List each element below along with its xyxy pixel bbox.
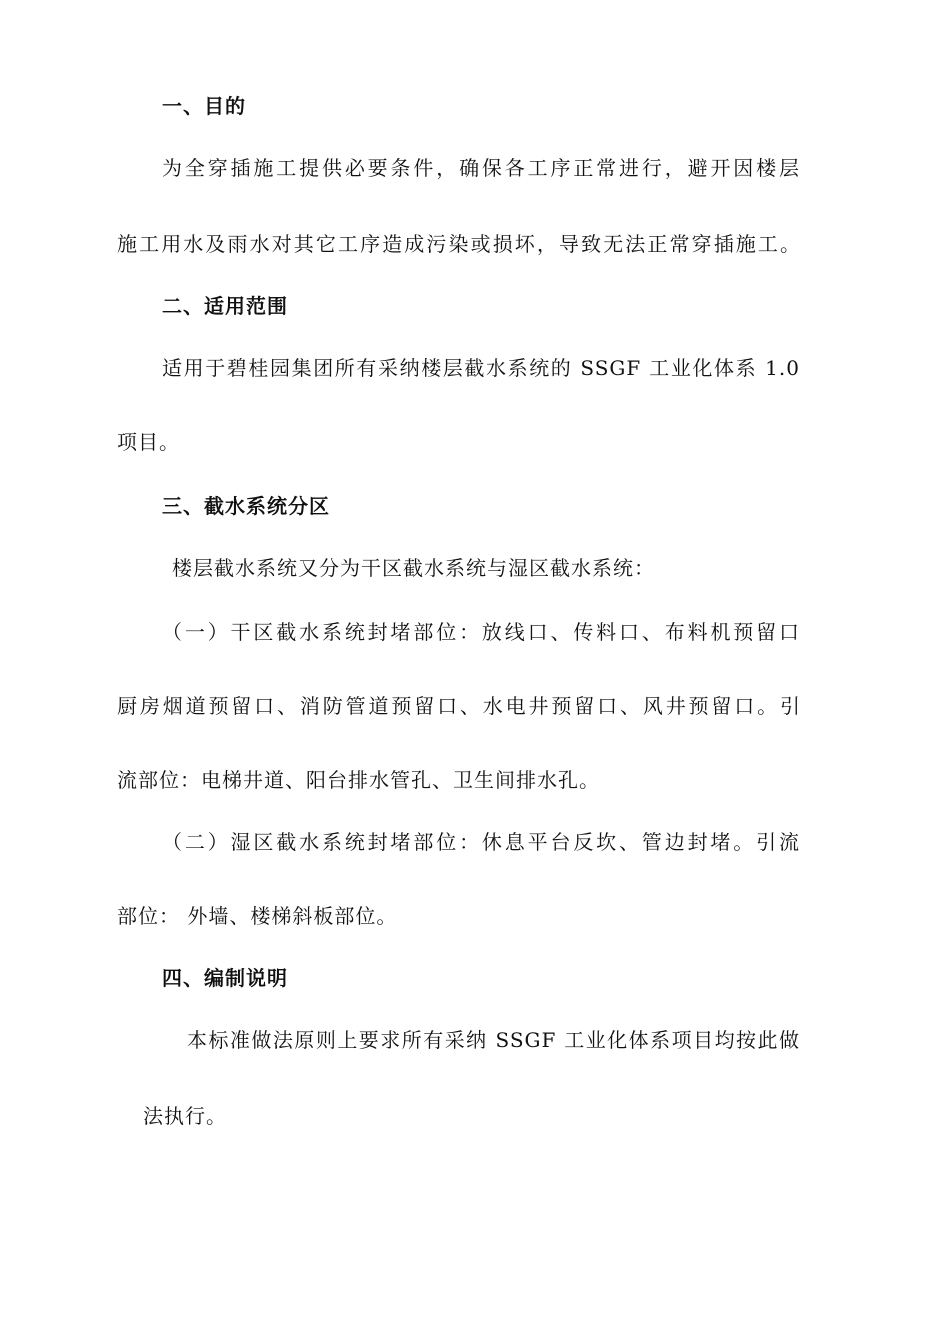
- paragraph-line: （二）湿区截水系统封堵部位：休息平台反坎、管边封堵。引流: [162, 830, 800, 854]
- paragraph-line: 适用于碧桂园集团所有采纳楼层截水系统的 SSGF 工业化体系 1.0: [162, 356, 800, 380]
- section-heading-zones: 三、截水系统分区: [162, 494, 330, 518]
- paragraph-line: （一）干区截水系统封堵部位：放线口、传料口、布料机预留口: [162, 620, 800, 644]
- paragraph-line: 部位： 外墙、楼梯斜板部位。: [117, 904, 398, 928]
- paragraph-line: 本标准做法原则上要求所有采纳 SSGF 工业化体系项目均按此做: [187, 1028, 800, 1052]
- paragraph-line: 流部位：电梯井道、阳台排水管孔、卫生间排水孔。: [117, 768, 600, 792]
- section-heading-scope: 二、适用范围: [162, 294, 288, 318]
- paragraph-line: 为全穿插施工提供必要条件，确保各工序正常进行，避开因楼层: [162, 156, 800, 180]
- paragraph-line: 楼层截水系统又分为干区截水系统与湿区截水系统：: [172, 556, 655, 580]
- paragraph-line: 法执行。: [143, 1104, 227, 1128]
- section-heading-purpose: 一、目的: [162, 94, 246, 118]
- paragraph-line: 施工用水及雨水对其它工序造成污染或损坏，导致无法正常穿插施工。: [117, 232, 801, 256]
- paragraph-line: 项目。: [117, 430, 180, 454]
- section-heading-notes: 四、编制说明: [162, 966, 288, 990]
- paragraph-line: 厨房烟道预留口、消防管道预留口、水电井预留口、风井预留口。引: [117, 694, 801, 718]
